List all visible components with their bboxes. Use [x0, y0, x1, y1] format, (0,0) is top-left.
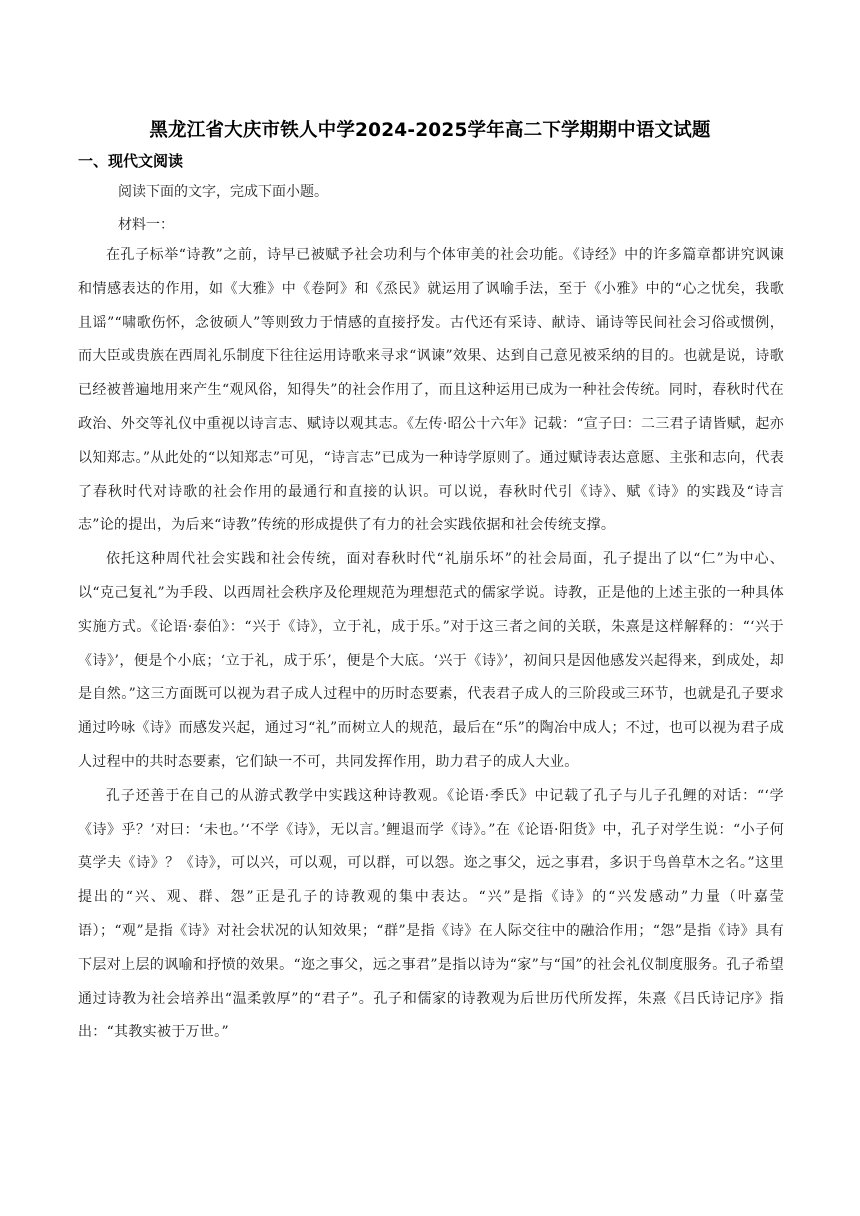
- document-title: 黑龙江省大庆市铁人中学2024-2025学年高二下学期期中语文试题: [149, 120, 711, 141]
- reading-instruction: 阅读下面的文字，完成下面小题。: [118, 184, 328, 200]
- paragraph-1: 在孔子标举“诗教”之前，诗早已被赋予社会功利与个体审美的社会功能。《诗经》中的许多篇章都讲究讽谏和情感表达的作用，如《大雅》中《卷阿》和《烝民》就运用了讽喻手法，至于《小雅》中的“心之忧矣，我歌且谣”“啸歌伤怀，念彼硕人”等则致力于情感的直接抒发。古代还有采诗、献诗、诵诗等民间社会习俗或惯例，而大臣或贵族在西周礼乐制度下往往运用诗歌来寻求“讽谏”效果、达到自己意见被采纳的目的。也就是说，诗歌已经被普遍地用来产生“观风俗，知得失”的社会作用了，而且这种运用已成为一种社会传统。同时，春秋时代在政治、外交等礼仪中重视以诗言志、赋诗以观其志。《左传·昭公十六年》记载：“宣子曰：二三君子请皆赋，起亦以知郑志。”从此处的“以知郑志”可见，“诗言志”已成为一种诗学原则了。通过赋诗表达意愿、主张和志向，代表了春秋时代对诗歌的社会作用的最通行和直接的认识。可以说，春秋时代引《诗》、赋《诗》的实践及“诗言志”论的提出，为后来“诗教”传统的形成提供了有力的社会实践依据和社会传统支撑。: [78, 247, 784, 534]
- section-heading: 一、现代文阅读: [78, 152, 184, 170]
- material-label: 材料一：: [118, 217, 174, 233]
- paragraph-3: 孔子还善于在自己的从游式教学中实践这种诗教观。《论语·季氏》中记载了孔子与儿子孔鲤的对话：“‘学《诗》乎？’对曰：‘未也。’‘不学《诗》，无以言。’鲤退而学《诗》。”在《论语·阳货》中，孔子对学生说：“小子何莫学夫《诗》？《诗》，可以兴，可以观，可以群，可以怨。迩之事父，远之事君，多识于鸟兽草木之名。”这里提出的“兴、观、群、怨”正是孔子的诗教观的集中表达。“兴”是指《诗》的“兴发感动”力量（叶嘉莹语）；“观”是指《诗》对社会状况的认知效果；“群”是指《诗》在人际交往中的融洽作用；“怨”是指《诗》具有下层对上层的讽喻和抒愤的效果。“迩之事父，远之事君”是指以诗为“家”与“国”的社会礼仪制度服务。孔子希望通过诗教为社会培养出“温柔敦厚”的“君子”。孔子和儒家的诗教观为后世历代所发挥，朱熹《吕氏诗记序》指出：“其教实被于万世。”: [78, 787, 784, 1041]
- paragraph-2: 依托这种周代社会实践和社会传统，面对春秋时代“礼崩乐坏”的社会局面，孔子提出了以“仁”为中心、以“克己复礼”为手段、以西周社会秩序及伦理规范为理想范式的儒家学说。诗教，正是他的上述主张的一种具体实施方式。《论语·泰伯》：“兴于《诗》，立于礼，成于乐。”对于这三者之间的关联，朱熹是这样解释的：“‘兴于《诗》’，便是个小底；‘立于礼，成于乐’，便是个大底。‘兴于《诗》’，初间只是因他感发兴起得来，到成处，却是自然。”这三方面既可以视为君子成人过程中的历时态要素，代表君子成人的三阶段或三环节，也就是孔子要求通过吟咏《诗》而感发兴起，通过习“礼”而树立人的规范，最后在“乐”的陶冶中成人；不过，也可以视为君子成人过程中的共时态要素，它们缺一不可，共同发挥作用，助力君子的成人大业。: [78, 551, 784, 770]
- article-body: [78, 239, 784, 1050]
